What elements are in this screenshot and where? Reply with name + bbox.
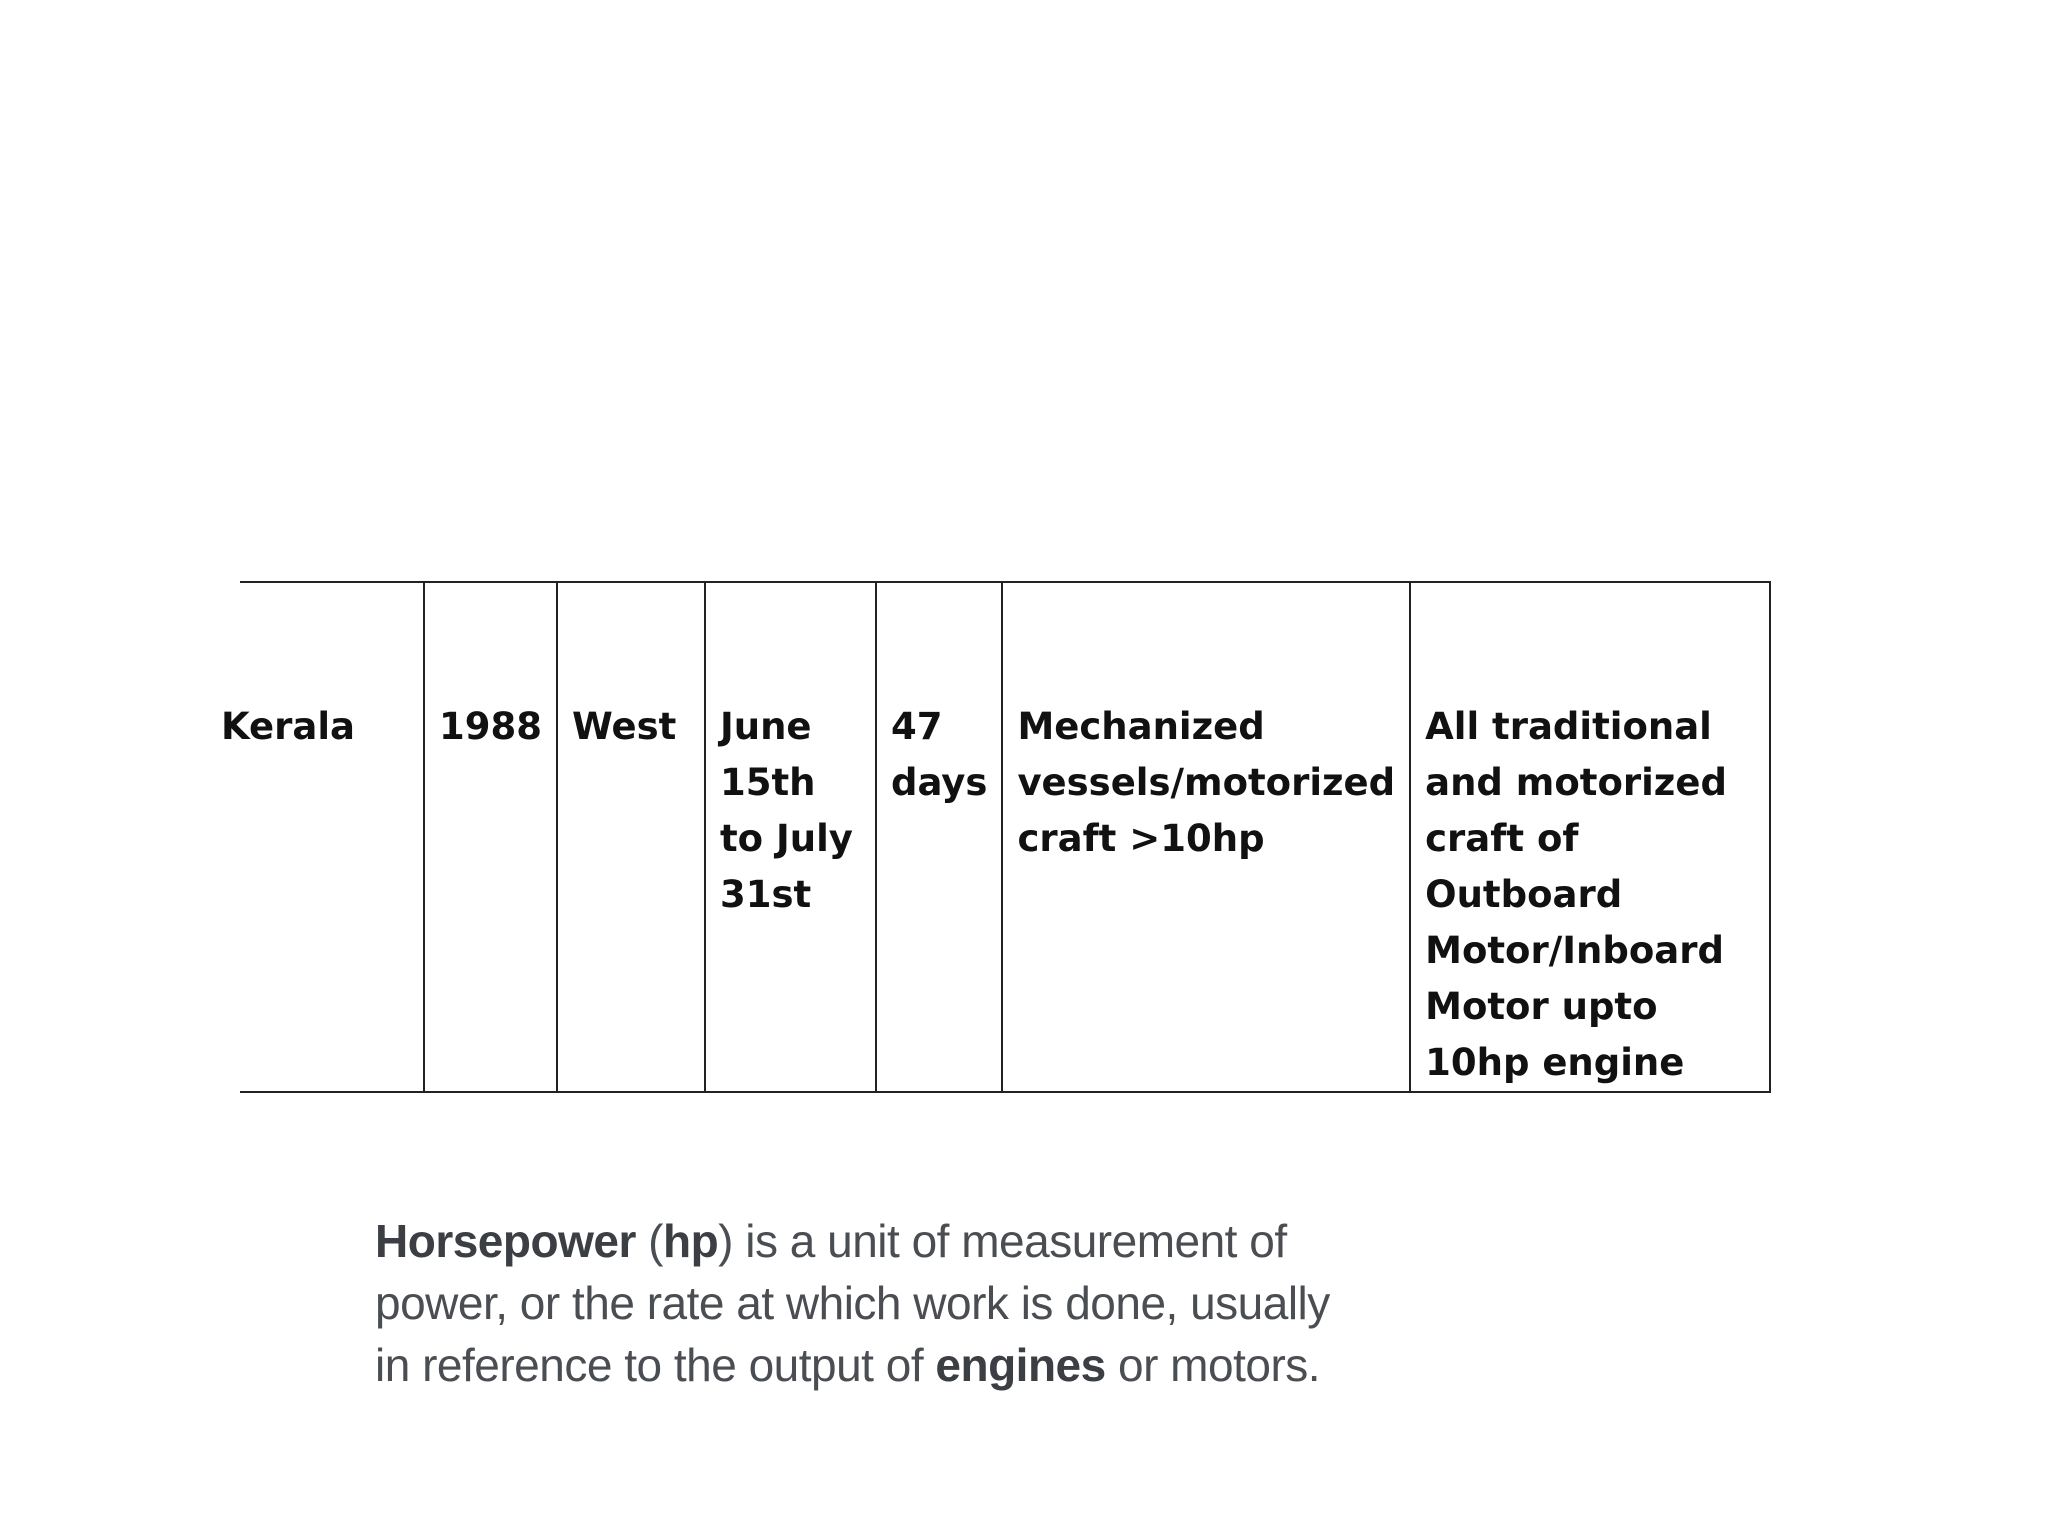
exempted-craft-value: All traditional and motorized craft of Outboard Motor/Inboard Motor upto 10hp engine <box>1425 705 1727 1084</box>
horsepower-definition <box>375 1210 1375 1396</box>
caption-term: Horsepower <box>375 1215 636 1267</box>
period-cell <box>705 582 876 1092</box>
coast-value: West <box>571 705 677 748</box>
fishing-ban-table <box>221 581 1771 1093</box>
table-row <box>240 582 1770 1092</box>
year-cell <box>424 582 557 1092</box>
year-value: 1988 <box>439 705 542 748</box>
caption-text-2: or motors. <box>1105 1339 1321 1391</box>
caption-abbr: hp <box>662 1215 719 1267</box>
caption-term-2: engines <box>935 1339 1106 1391</box>
state-cell <box>221 582 424 1092</box>
caption-paren-open: ( <box>635 1215 663 1267</box>
banned-craft-value: Mechanized vessels/motorized craft >10hp <box>1017 705 1396 860</box>
duration-cell <box>876 582 1002 1092</box>
exempted-craft-cell <box>1410 582 1770 1092</box>
period-value: June 15th to July 31st <box>719 705 853 916</box>
coast-cell <box>557 582 705 1092</box>
banned-craft-cell <box>1002 582 1410 1092</box>
state-value: Kerala <box>221 705 355 748</box>
caption-text-1: ) is a unit of measurement of power, or the rate at which work is done, usually in reference to the output of <box>375 1215 1330 1391</box>
duration-value: 47 days <box>890 705 988 804</box>
